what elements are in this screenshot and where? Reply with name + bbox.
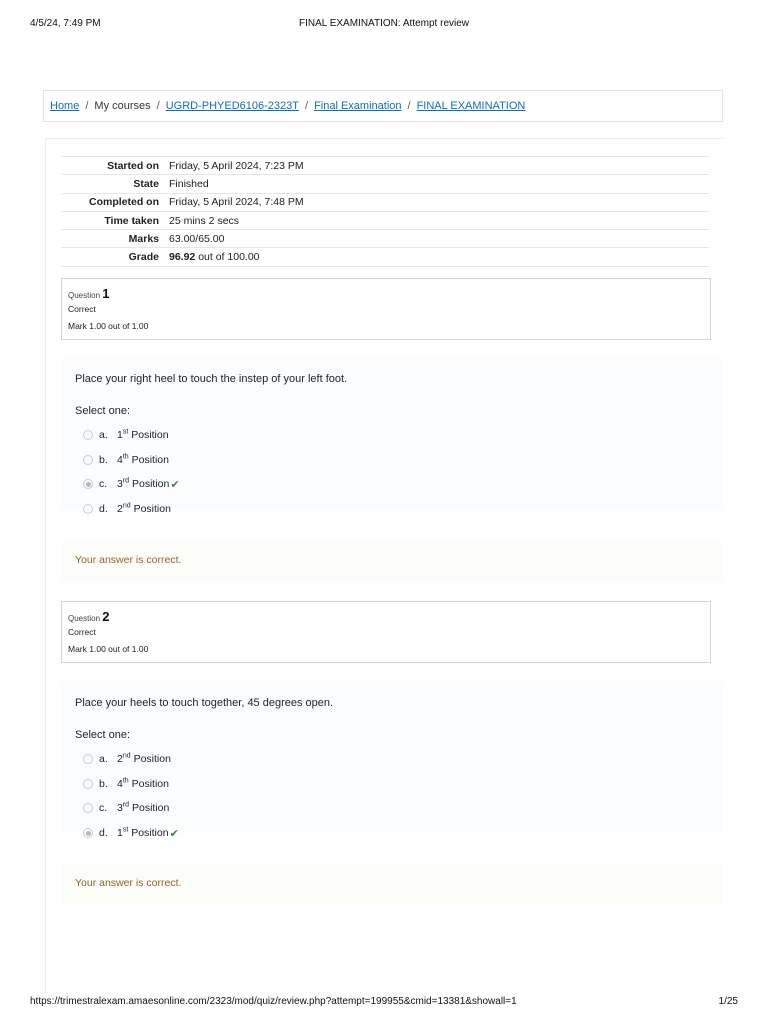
option-number: 1 xyxy=(117,827,123,840)
summary-label: Completed on xyxy=(61,193,165,211)
option-word: Position xyxy=(132,802,170,815)
option-ordinal-suffix: nd xyxy=(122,502,131,510)
option-text xyxy=(117,478,169,490)
breadcrumb-section-link[interactable]: Final Examination xyxy=(314,100,402,112)
question-state: Correct xyxy=(68,304,96,314)
option-word: Position xyxy=(133,503,171,516)
radio-button[interactable] xyxy=(83,754,93,764)
breadcrumb-separator: / xyxy=(305,100,309,112)
option-text xyxy=(117,503,171,515)
summary-value: Finished xyxy=(165,175,709,193)
summary-row-marks xyxy=(61,230,709,248)
breadcrumb-separator: / xyxy=(85,100,89,112)
question-mark: Mark 1.00 out of 1.00 xyxy=(68,321,149,331)
option-word: Position xyxy=(131,777,169,790)
option-ordinal-suffix: rd xyxy=(122,477,130,485)
answer-options xyxy=(83,747,179,845)
option-ordinal-suffix: st xyxy=(122,826,129,834)
summary-label: Started on xyxy=(61,157,165,175)
answer-option[interactable] xyxy=(83,796,179,821)
option-text xyxy=(117,827,169,839)
option-text xyxy=(117,778,169,790)
question-text: Place your right heel to touch the instep of your left foot. xyxy=(75,373,348,385)
summary-value: 25 mins 2 secs xyxy=(165,211,709,229)
answer-option[interactable] xyxy=(83,472,180,497)
question-feedback xyxy=(61,864,723,904)
feedback-text: Your answer is correct. xyxy=(75,877,182,889)
option-word: Position xyxy=(133,753,171,766)
option-ordinal-suffix: th xyxy=(122,777,129,785)
radio-button[interactable] xyxy=(83,504,93,514)
option-ordinal-suffix: rd xyxy=(122,801,130,809)
radio-button[interactable] xyxy=(83,779,93,789)
select-one-label: Select one: xyxy=(75,729,131,741)
print-header xyxy=(30,18,738,32)
option-letter: b. xyxy=(99,453,108,466)
answer-option[interactable] xyxy=(83,497,180,522)
select-one-label: Select one: xyxy=(75,405,131,417)
option-number: 4 xyxy=(117,453,123,466)
check-icon: ✔ xyxy=(169,827,179,840)
option-word: Position xyxy=(131,429,169,442)
option-number: 3 xyxy=(117,802,123,815)
option-letter: b. xyxy=(99,777,108,790)
option-text xyxy=(117,802,169,814)
summary-row-grade xyxy=(61,248,709,266)
breadcrumb xyxy=(43,90,723,122)
option-letter: a. xyxy=(99,753,108,766)
grade-score: 96.92 xyxy=(169,251,196,264)
option-number: 1 xyxy=(117,429,123,442)
option-ordinal-suffix: st xyxy=(122,428,129,436)
question-feedback xyxy=(61,541,723,581)
breadcrumb-separator: / xyxy=(407,100,411,112)
option-ordinal-suffix: nd xyxy=(122,752,131,760)
summary-value: Friday, 5 April 2024, 7:23 PM xyxy=(165,157,709,175)
print-page-number: 1/25 xyxy=(718,996,738,1007)
print-page-title: FINAL EXAMINATION: Attempt review xyxy=(298,18,470,29)
option-word: Position xyxy=(132,478,170,491)
option-letter: d. xyxy=(99,503,108,516)
option-text xyxy=(117,753,171,765)
breadcrumb-separator: / xyxy=(156,100,160,112)
summary-row-state xyxy=(61,175,709,193)
option-letter: c. xyxy=(99,802,108,815)
breadcrumb-course-link[interactable]: UGRD-PHYED6106-2323T xyxy=(165,100,299,112)
radio-button-selected[interactable] xyxy=(83,479,93,489)
option-letter: c. xyxy=(99,478,108,491)
option-letter: a. xyxy=(99,429,108,442)
print-datetime: 4/5/24, 7:49 PM xyxy=(30,18,101,29)
summary-row-completed xyxy=(61,193,709,211)
question-number-value: 2 xyxy=(102,609,110,624)
answer-option[interactable] xyxy=(83,448,180,473)
option-letter: d. xyxy=(99,827,108,840)
question-number-value: 1 xyxy=(102,286,110,301)
radio-button-selected[interactable] xyxy=(83,828,93,838)
question-content xyxy=(61,357,723,516)
breadcrumb-quiz-link[interactable]: FINAL EXAMINATION xyxy=(416,100,526,112)
print-url: https://trimestralexam.amaesonline.com/2323/mod/quiz/review.php?attempt=199955&cmid=13381&showall=1 xyxy=(30,996,517,1007)
summary-label: Marks xyxy=(61,230,165,248)
answer-option[interactable] xyxy=(83,747,179,772)
question-prefix: Question xyxy=(68,614,101,623)
question-state: Correct xyxy=(68,627,96,637)
option-ordinal-suffix: th xyxy=(122,453,129,461)
print-footer xyxy=(30,996,738,1010)
breadcrumb-home-link[interactable]: Home xyxy=(50,100,80,112)
summary-value xyxy=(165,248,709,266)
answer-option[interactable] xyxy=(83,821,179,846)
summary-row-time-taken xyxy=(61,211,709,229)
question-info-box xyxy=(61,278,711,340)
question-mark: Mark 1.00 out of 1.00 xyxy=(68,644,149,654)
check-icon: ✔ xyxy=(170,478,180,491)
radio-button[interactable] xyxy=(83,803,93,813)
attempt-summary-table xyxy=(61,156,709,267)
radio-button[interactable] xyxy=(83,430,93,440)
question-number xyxy=(68,286,704,301)
question-content xyxy=(61,681,723,840)
feedback-text: Your answer is correct. xyxy=(75,554,182,566)
radio-button[interactable] xyxy=(83,455,93,465)
answer-options xyxy=(83,423,180,521)
question-number xyxy=(68,609,704,624)
answer-option[interactable] xyxy=(83,772,179,797)
option-number: 2 xyxy=(117,753,123,766)
option-word: Position xyxy=(131,827,169,840)
summary-label: Grade xyxy=(61,248,165,266)
grade-out-of: out of 100.00 xyxy=(195,251,260,264)
option-text xyxy=(117,429,169,441)
breadcrumb-my-courses: My courses xyxy=(94,100,151,112)
question-text: Place your heels to touch together, 45 degrees open. xyxy=(75,697,334,709)
option-number: 3 xyxy=(117,478,123,491)
question-prefix: Question xyxy=(68,291,101,300)
summary-label: Time taken xyxy=(61,211,165,229)
option-number: 4 xyxy=(117,777,123,790)
question-info-box xyxy=(61,601,711,663)
option-word: Position xyxy=(131,453,169,466)
option-text xyxy=(117,454,169,466)
answer-option[interactable] xyxy=(83,423,180,448)
summary-label: State xyxy=(61,175,165,193)
summary-row-started xyxy=(61,157,709,175)
attempt-review-region xyxy=(45,138,723,994)
summary-value: Friday, 5 April 2024, 7:48 PM xyxy=(165,193,709,211)
option-number: 2 xyxy=(117,503,123,516)
summary-value: 63.00/65.00 xyxy=(165,230,709,248)
